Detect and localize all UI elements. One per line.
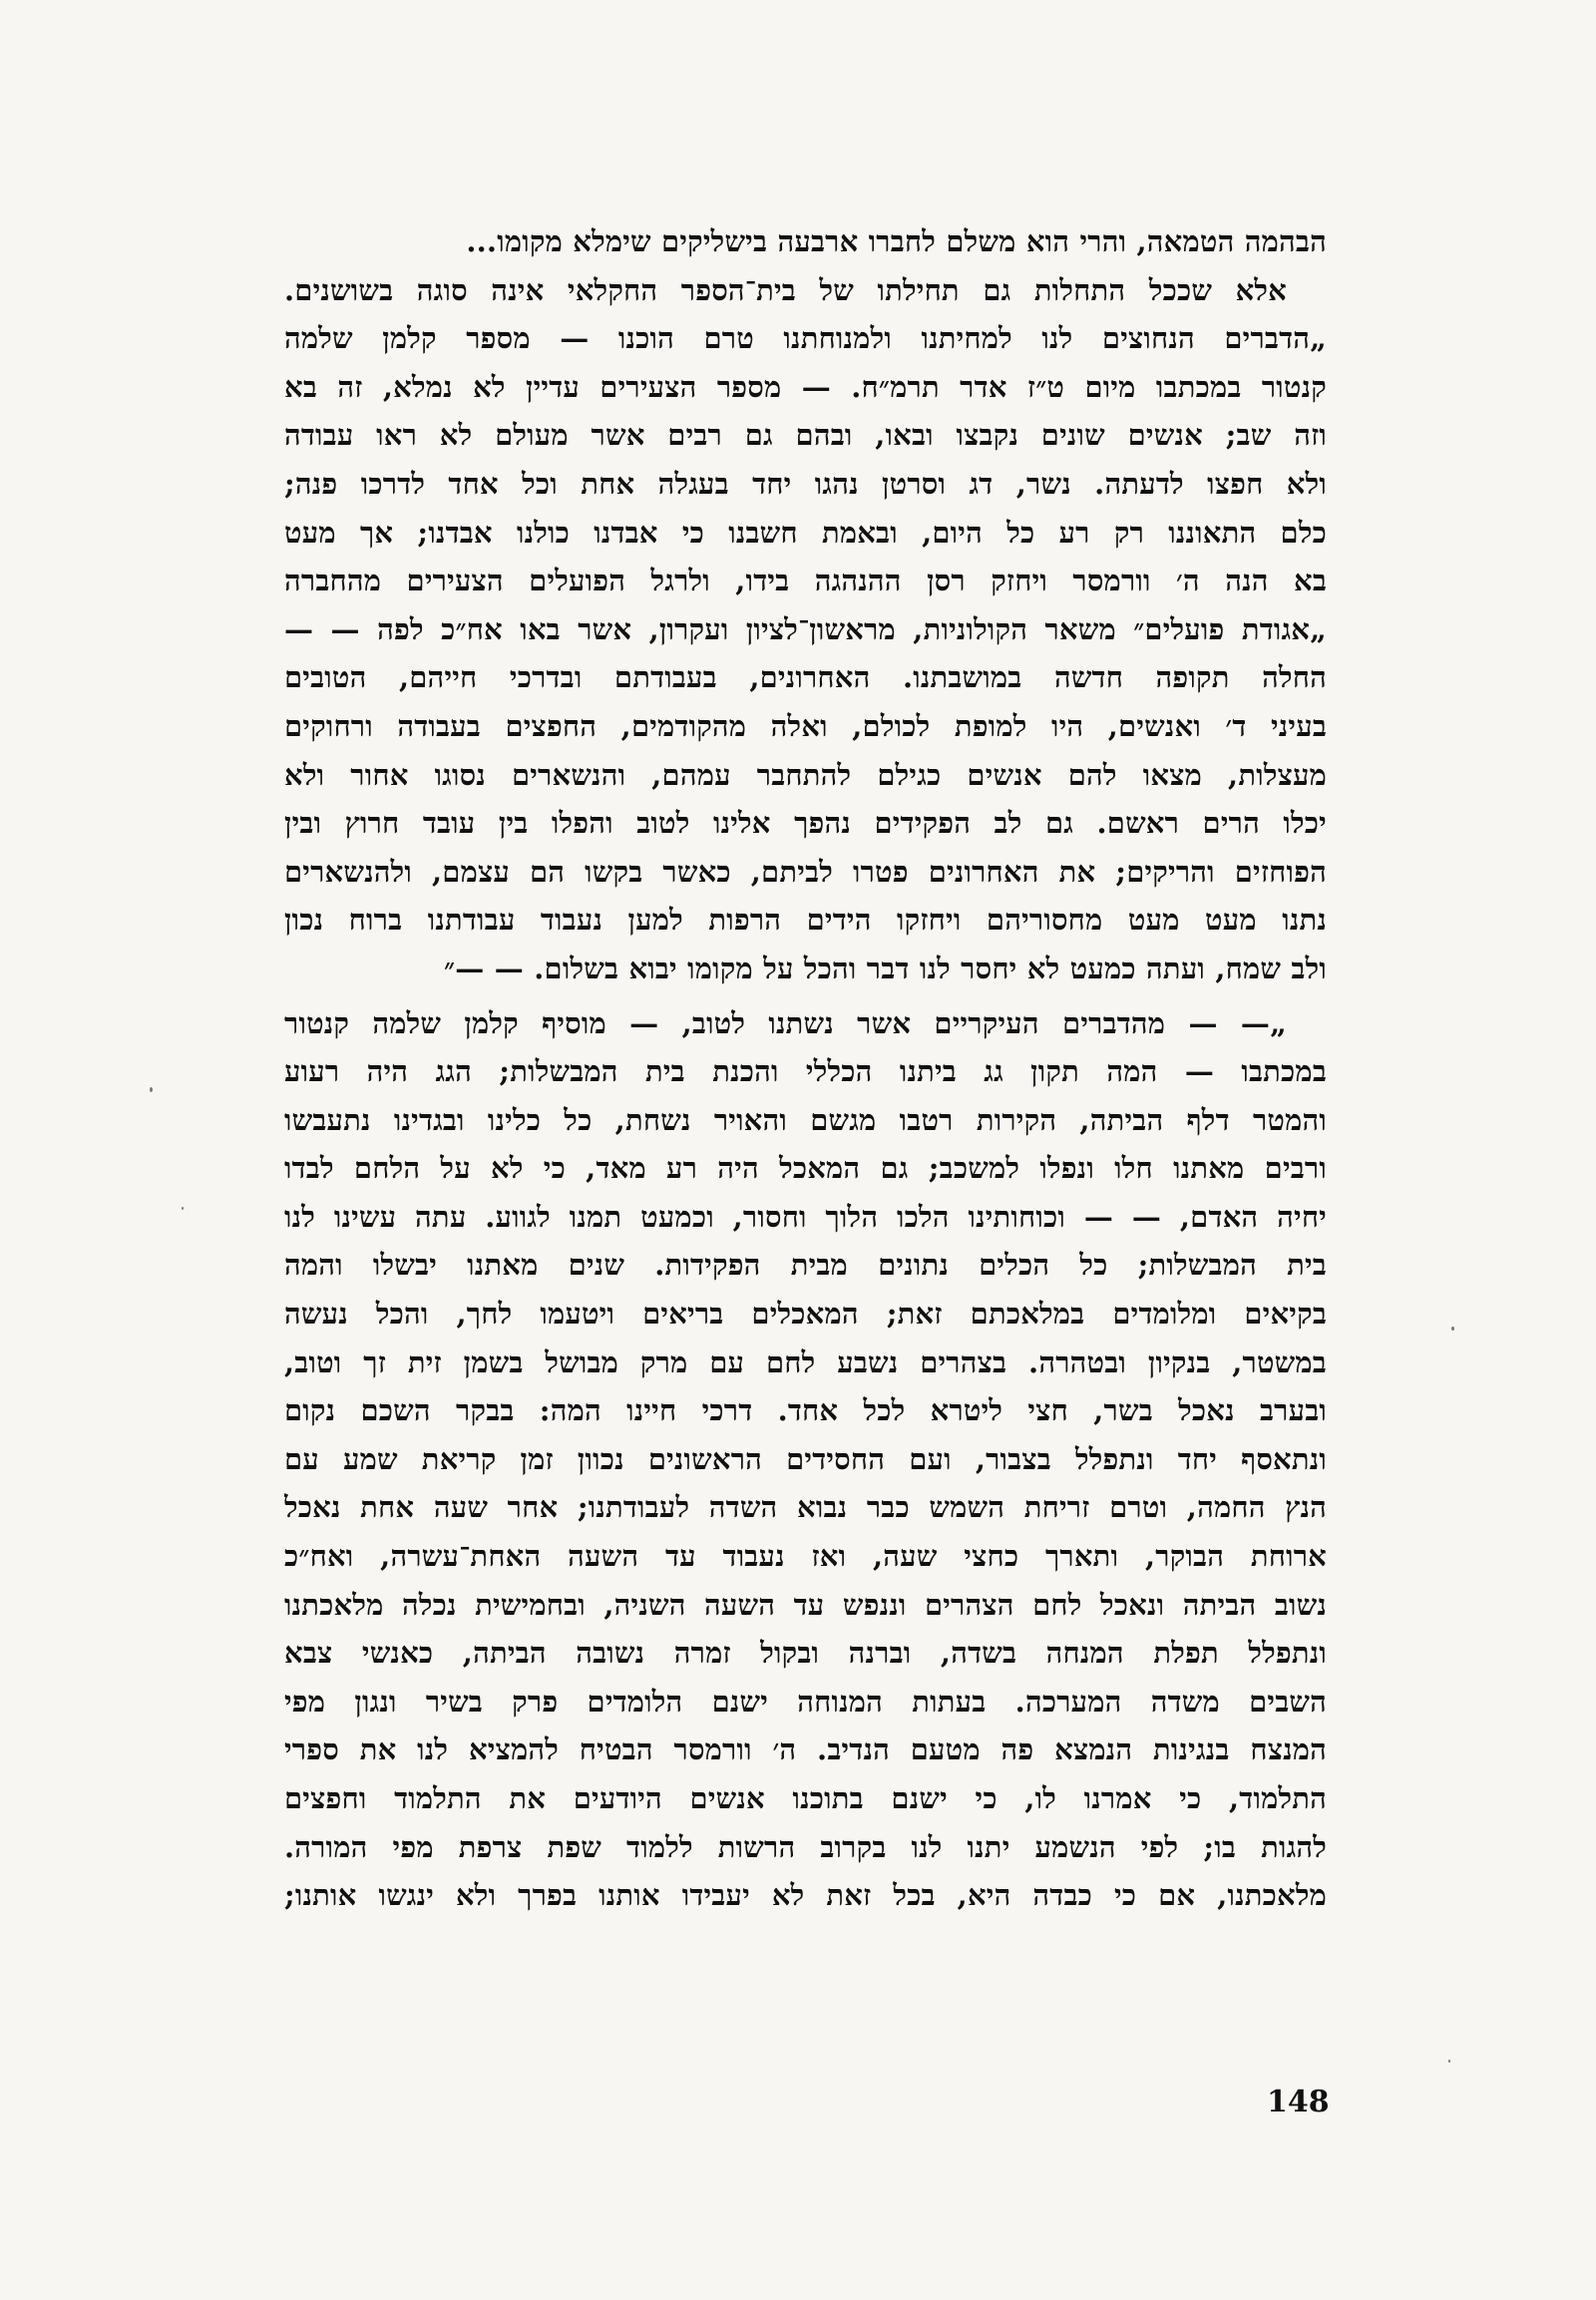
text-line: התלמוד, כי אמרנו לו, כי ישנם בתוכנו אנשים היודעים את התלמוד וחפצים [284,1781,1327,1815]
text-line: „אגודת פועלים״ משאר הקולוניות, מראשון־לציון ועקרון, אשר באו אח״כ לפה — — [284,611,1327,646]
scan-speck [150,1087,153,1092]
text-line: קנטור במכתבו מיום ט״ז אדר תרמ״ח. — מספר הצעירים עדיין לא נמלא, זה בא [284,369,1327,404]
text-line: המנצח בנגינות הנמצא פה מטעם הנדיב. ה׳ וורמסר הבטיח להמציא לנו את ספרי [284,1732,1327,1767]
text-line: והמטר דלף הביתה, הקירות רטבו מגשם והאויר נשחת, כל כלינו ובגדינו נתעבשו [284,1102,1327,1137]
text-line: ורבים מאתנו חלו ונפלו למשכב; גם המאכל היה רע מאד, כי לא על הלחם לבדו [284,1151,1327,1186]
text-line: בא הנה ה׳ וורמסר ויחזק רסן ההנהגה בידו, ולרגל הפועלים הצעירים מהחברה [284,564,1327,598]
text-line: להגות בו; לפי הנשמע יתנו לנו בקרוב הרשות ללמוד שפת צרפת מפי המורה. [284,1829,1327,1864]
text-line: בקיאים ומלומדים במלאכתם זאת; המאכלים בריאים ויטעמו לחך, והכל נעשה [284,1297,1327,1332]
text-line: במשטר, בנקיון ובטהרה. בצהרים נשבע לחם עם מרק מבושל בשמן זית זך וטוב, [284,1344,1327,1379]
text-line: הפוחזים והריקים; את האחרונים פטרו לביתם, כאשר בקשו הם עצמם, ולהנשארים [284,854,1327,889]
text-line: וזה שב; אנשים שונים נקבצו ובאו, ובהם גם רבים אשר מעולם לא ראו עבודה [284,418,1327,453]
text-line: כלם התאוננו רק רע כל היום, ובאמת חשבנו כי אבדנו כולנו אבדנו; אך מעט [284,515,1327,550]
text-line: בעיני ד׳ ואנשים, היו למופת לכולם, ואלה מהקודמים, החפצים בעבודה ורחוקים [284,708,1327,743]
scan-speck [182,1207,184,1210]
text-column [284,217,1327,1920]
text-line: ונתפלל תפלת המנחה בשדה, וברנה ובקול זמרה נשובה הביתה, כאנשי צבא [284,1636,1327,1671]
text-line: השבים משדה המערכה. בעתות המנוחה ישנם הלומדים פרק בשיר ונגון מפי [284,1684,1327,1719]
text-line: החלה תקופה חדשה במושבתנו. האחרונים, בעבודתם ובדרכי חייהם, הטובים [284,660,1327,695]
text-line: נתנו מעט מעט מחסוריהם ויחזקו הידים הרפות למען נעבוד עבודתנו ברוח נכון [284,903,1327,938]
text-line: נשוב הביתה ונאכל לחם הצהרים וננפש עד השעה השניה, ובחמישית נכלה מלאכתנו [284,1587,1327,1622]
text-line: יחיה האדם, — — וכוחותינו הלכו הלוך וחסור, וכמעט תמנו לגווע. עתה עשינו לנו [284,1199,1327,1234]
page-number: 148 [1267,2085,1330,2119]
text-line: יכלו הרים ראשם. גם לב הפקידים נהפך אלינו לטוב והפלו בין עובד חרוץ ובין [284,806,1327,841]
text-line: הנץ החמה, וטרם זריחת השמש כבר נבוא השדה לעבודתנו; אחר שעה אחת נאכל [284,1490,1327,1525]
text-line: „הדברים הנחוצים לנו למחיתנו ולמנוחתנו טרם הוכנו — מספר קלמן שלמה [284,321,1327,356]
text-line: הבהמה הטמאה, והרי הוא משלם לחברו ארבעה בישליקים שימלא מקומו... [466,224,1327,258]
text-line: ובערב נאכל בשר, חצי ליטרא לכל אחד. דרכי חיינו המה: בבקר השכם נקום [284,1393,1327,1428]
text-line: ארוחת הבוקר, ותארך כחצי שעה, ואז נעבוד עד השעה האחת־עשרה, ואח״כ [284,1539,1327,1574]
scan-speck [1448,2060,1450,2063]
text-line: מלאכתנו, אם כי כבדה היא, בכל זאת לא יעבידו אותנו בפרך ולא ינגשו אותנו; [284,1878,1327,1913]
text-line: „— — מהדברים העיקריים אשר נשתנו לטוב, — מוסיף קלמן שלמה קנטור [284,1005,1287,1040]
text-line: ולב שמח, ועתה כמעט לא יחסר לנו דבר והכל על מקומו יבוא בשלום. — —״ [444,951,1327,985]
scan-speck [1451,1327,1454,1331]
text-line: מעצלות, מצאו להם אנשים כגילם להתחבר עמהם, והנשארים נסוגו אחור ולא [284,757,1327,792]
text-line: במכתבו — המה תקון גג ביתנו הכללי והכנת בית המבשלות; הגג היה רעוע [284,1054,1327,1089]
text-line: ונתאסף יחד ונתפלל בצבור, ועם החסידים הראשונים נכוון זמן קריאת שמע עם [284,1441,1327,1476]
text-line: ולא חפצו לדעתה. נשר, דג וסרטן נהגו יחד בעגלה אחת וכל אחד לדרכו פנה; [284,466,1327,501]
text-line: אלא שככל התחלות גם תחילתו של בית־הספר החקלאי אינה סוגה בשושנים. [284,272,1287,307]
text-line: בית המבשלות; כל הכלים נתונים מבית הפקידות. שנים מאתנו יבשלו והמה [284,1248,1327,1283]
